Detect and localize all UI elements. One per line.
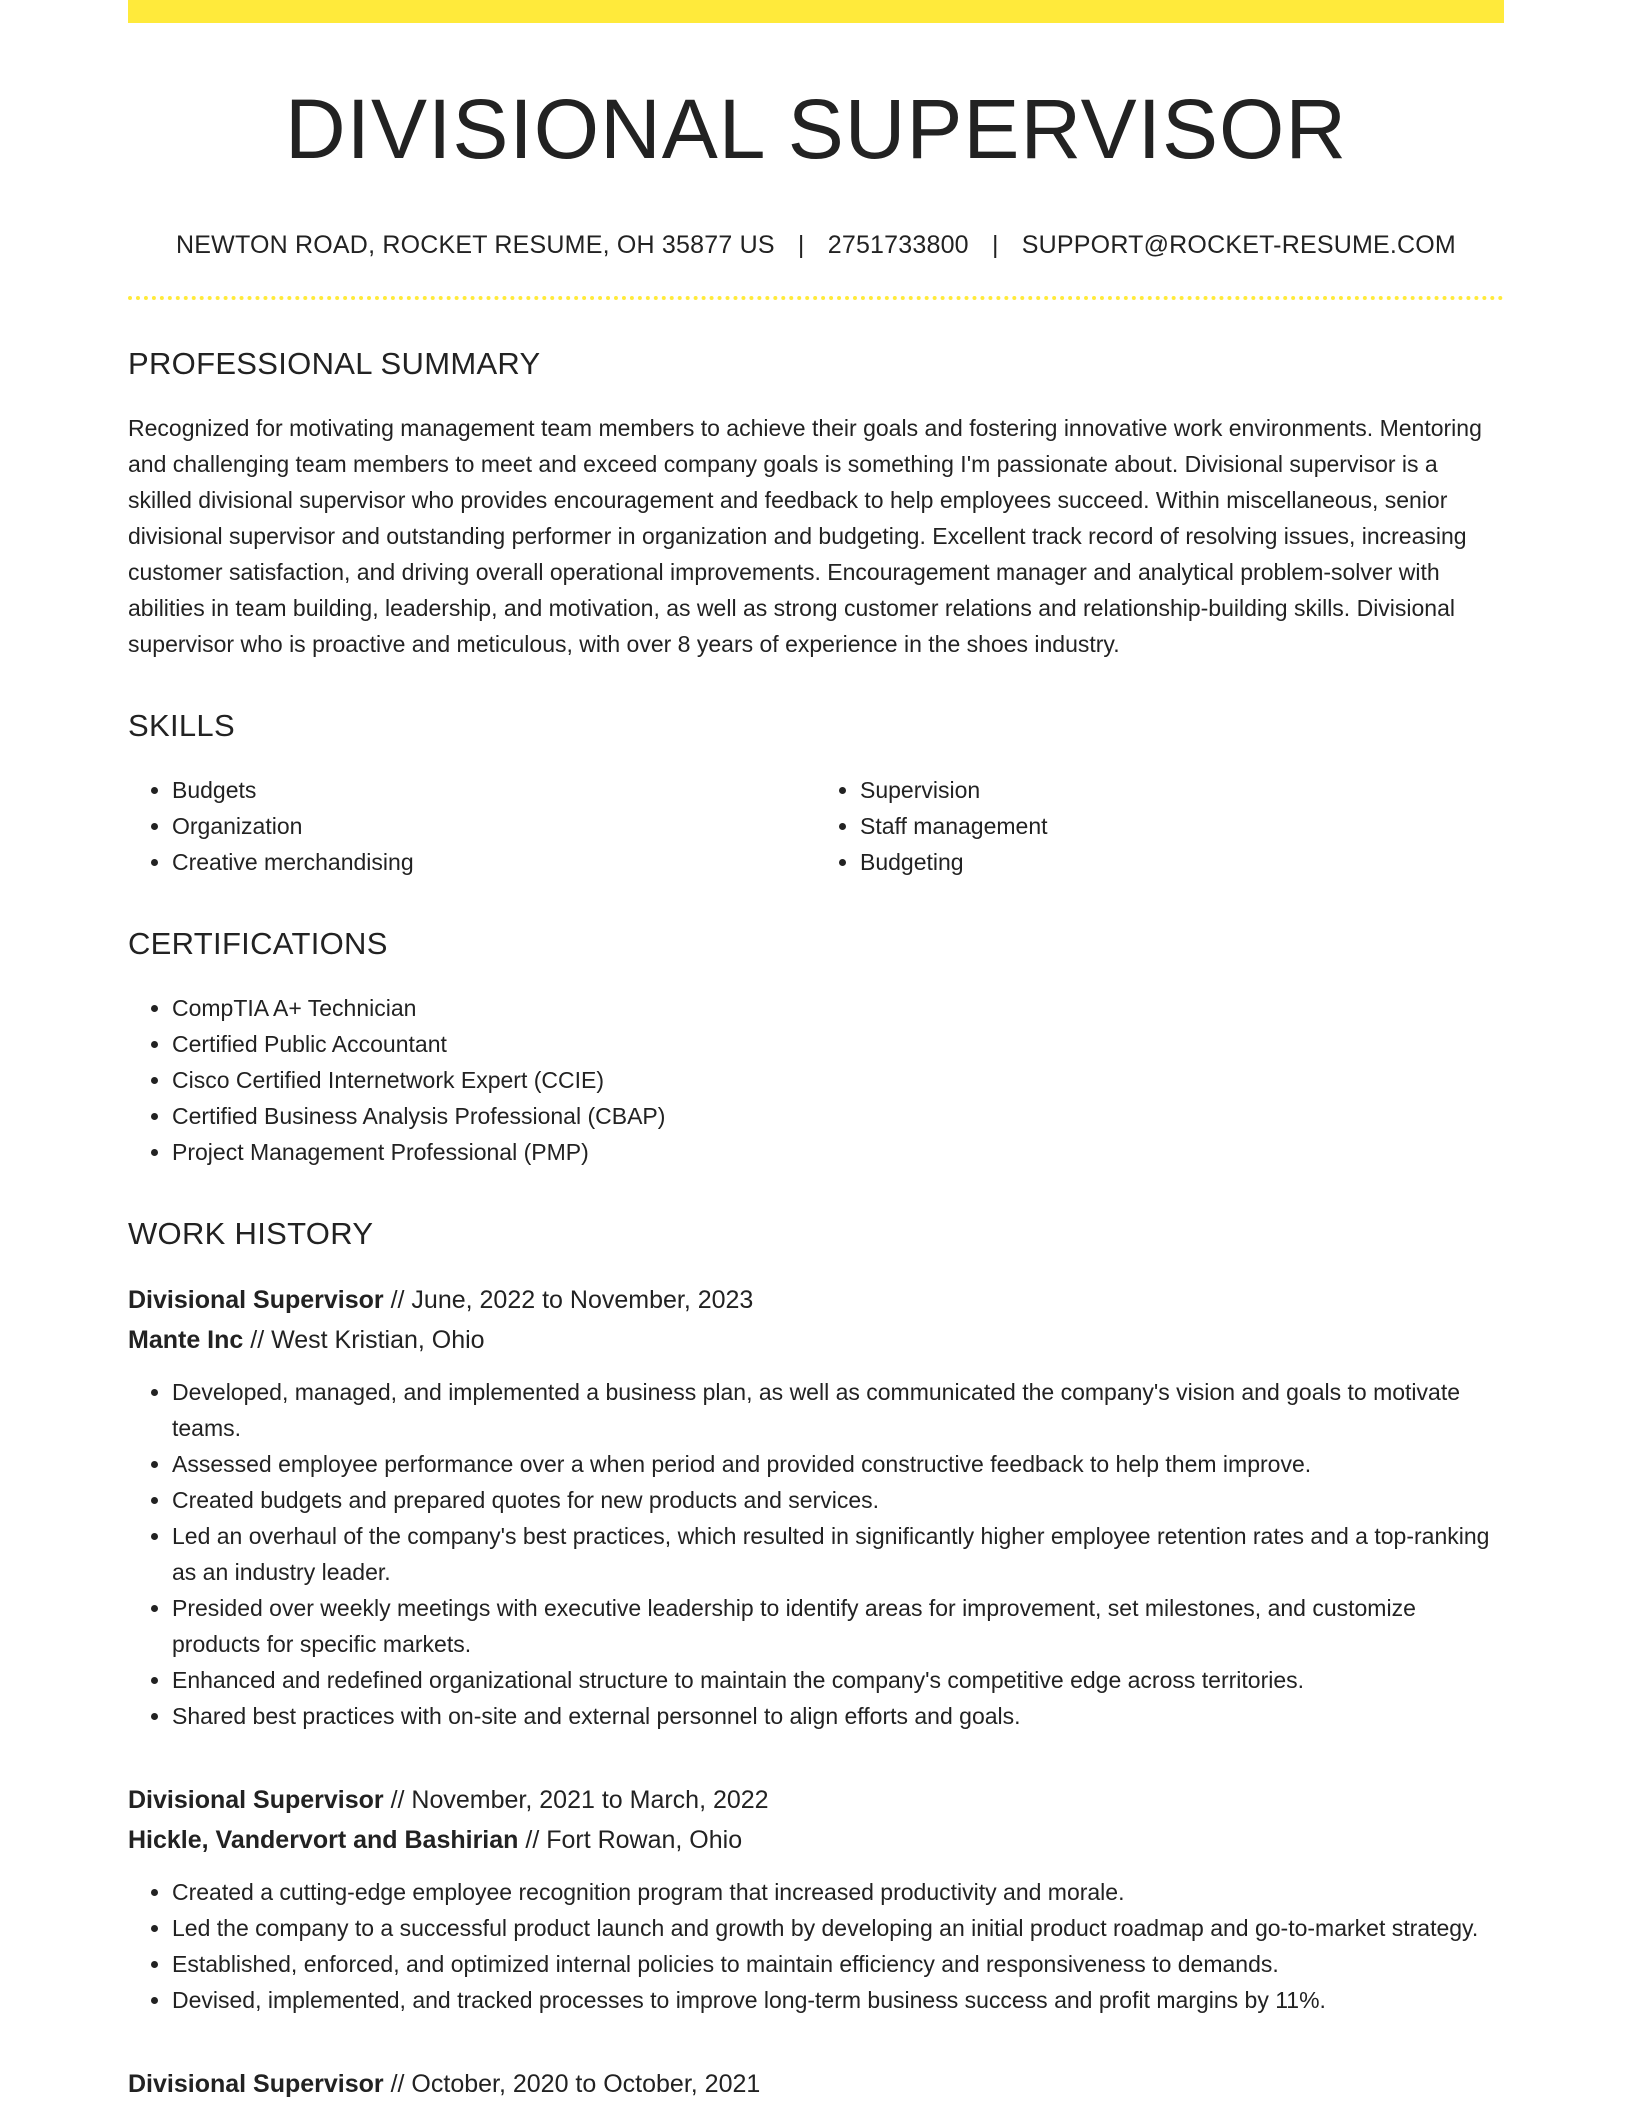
- job-company-line: [128, 1320, 1504, 1360]
- skills-list-right: [816, 772, 1504, 880]
- contact-separator: |: [991, 231, 999, 260]
- job-role: Divisional Supervisor: [128, 1786, 384, 1815]
- job-bullet: • Led the company to a successful product launch and growth by developing an initial product roadmap and go-to-market strategy.: [172, 1910, 1504, 1946]
- job-dates: // June, 2022 to November, 2023: [383, 1286, 754, 1315]
- work-history-heading: WORK HISTORY: [128, 1216, 374, 1252]
- certification-item: • Cisco Certified Internetwork Expert (CCIE): [172, 1062, 1504, 1098]
- job-bullet: • Devised, implemented, and tracked processes to improve long-term business success and profit margins by 11%.: [172, 1982, 1504, 2018]
- certification-item: • Certified Public Accountant: [172, 1026, 1504, 1062]
- work-history-section: [128, 1216, 1504, 2104]
- job-bullet: • Enhanced and redefined organizational structure to maintain the company's competitive edge across territories.: [172, 1662, 1504, 1698]
- job-bullets: [128, 1874, 1504, 2018]
- skill-item: • Creative merchandising: [172, 844, 816, 880]
- skills-column-left: [128, 772, 816, 880]
- skill-item: • Staff management: [860, 808, 1504, 844]
- job-title-line: [128, 1780, 1504, 1820]
- contact-address: NEWTON ROAD, ROCKET RESUME, OH 35877 US: [176, 231, 775, 260]
- top-accent-bar: [128, 0, 1504, 23]
- job-bullet: • Created budgets and prepared quotes for new products and services.: [172, 1482, 1504, 1518]
- skill-item: • Budgeting: [860, 844, 1504, 880]
- job-bullet: • Assessed employee performance over a when period and provided constructive feedback to help them improve.: [172, 1446, 1504, 1482]
- summary-text: Recognized for motivating management team members to achieve their goals and fostering innovative work environments. Mentoring and challenging team members to meet and exceed company goals is something I'm passionate about. Divisional supervisor is a skilled divisional supervisor who provides encouragement and feedback to help employees succeed. Within miscellaneous, senior divisional supervisor and outstanding performer in organization and budgeting. Excellent track record of resolving issues, increasing customer satisfaction, and driving overall operational improvements. Encouragement manager and analytical problem-solver with abilities in team building, leadership, and motivation, as well as strong customer relations and relationship-building skills. Divisional supervisor who is proactive and meticulous, with over 8 years of experience in the shoes industry.: [128, 415, 1482, 658]
- job-title-line: [128, 1280, 1504, 1320]
- job-bullet: • Developed, managed, and implemented a business plan, as well as communicated the company's vision and goals to motivate teams.: [172, 1374, 1504, 1446]
- job-company: Hickle, Vandervort and Bashirian: [128, 1826, 519, 1855]
- summary-section: [128, 346, 1504, 662]
- job-dates: // November, 2021 to March, 2022: [383, 1786, 769, 1815]
- job-bullet: • Created a cutting-edge employee recognition program that increased productivity and morale.: [172, 1874, 1504, 1910]
- skill-item: • Supervision: [860, 772, 1504, 808]
- job-bullet: • Shared best practices with on-site and external personnel to align efforts and goals.: [172, 1698, 1504, 1734]
- certifications-list: [128, 990, 1504, 1170]
- certification-item: • Project Management Professional (PMP): [172, 1134, 1504, 1170]
- skills-grid: [128, 772, 1504, 880]
- job-bullets: [128, 1374, 1504, 1734]
- summary-heading: PROFESSIONAL SUMMARY: [128, 346, 541, 382]
- job-entry: [128, 2064, 1504, 2104]
- job-location: // Fort Rowan, Ohio: [518, 1826, 743, 1855]
- certification-item: • Certified Business Analysis Professional (CBAP): [172, 1098, 1504, 1134]
- dotted-divider: [128, 296, 1504, 300]
- contact-line: [128, 231, 1504, 260]
- contact-email: SUPPORT@ROCKET-RESUME.COM: [1021, 231, 1456, 260]
- certifications-heading: CERTIFICATIONS: [128, 926, 388, 962]
- skills-column-right: [816, 772, 1504, 880]
- job-role: Divisional Supervisor: [128, 2070, 384, 2099]
- job-bullet: • Established, enforced, and optimized internal policies to maintain efficiency and responsiveness to demands.: [172, 1946, 1504, 1982]
- job-company: Mante Inc: [128, 1326, 244, 1355]
- contact-phone: 2751733800: [827, 231, 969, 260]
- skills-heading: SKILLS: [128, 708, 235, 744]
- job-bullet: • Led an overhaul of the company's best practices, which resulted in significantly higher employee retention rates and a top-ranking as an industry leader.: [172, 1518, 1504, 1590]
- job-entry: [128, 1280, 1504, 1734]
- job-bullet: • Presided over weekly meetings with executive leadership to identify areas for improvement, set milestones, and customize products for specific markets.: [172, 1590, 1504, 1662]
- resume-title: DIVISIONAL SUPERVISOR: [285, 82, 1347, 176]
- skills-list-left: [128, 772, 816, 880]
- skill-item: • Organization: [172, 808, 816, 844]
- resume-page: [128, 0, 1504, 2104]
- job-role: Divisional Supervisor: [128, 1286, 384, 1315]
- job-dates: // October, 2020 to October, 2021: [383, 2070, 761, 2099]
- contact-separator: |: [797, 231, 805, 260]
- skills-section: [128, 708, 1504, 880]
- job-location: // West Kristian, Ohio: [243, 1326, 485, 1355]
- job-entry: [128, 1780, 1504, 2018]
- certification-item: • CompTIA A+ Technician: [172, 990, 1504, 1026]
- certifications-section: [128, 926, 1504, 1170]
- job-company-line: [128, 1820, 1504, 1860]
- job-title-line: [128, 2064, 1504, 2104]
- skill-item: • Budgets: [172, 772, 816, 808]
